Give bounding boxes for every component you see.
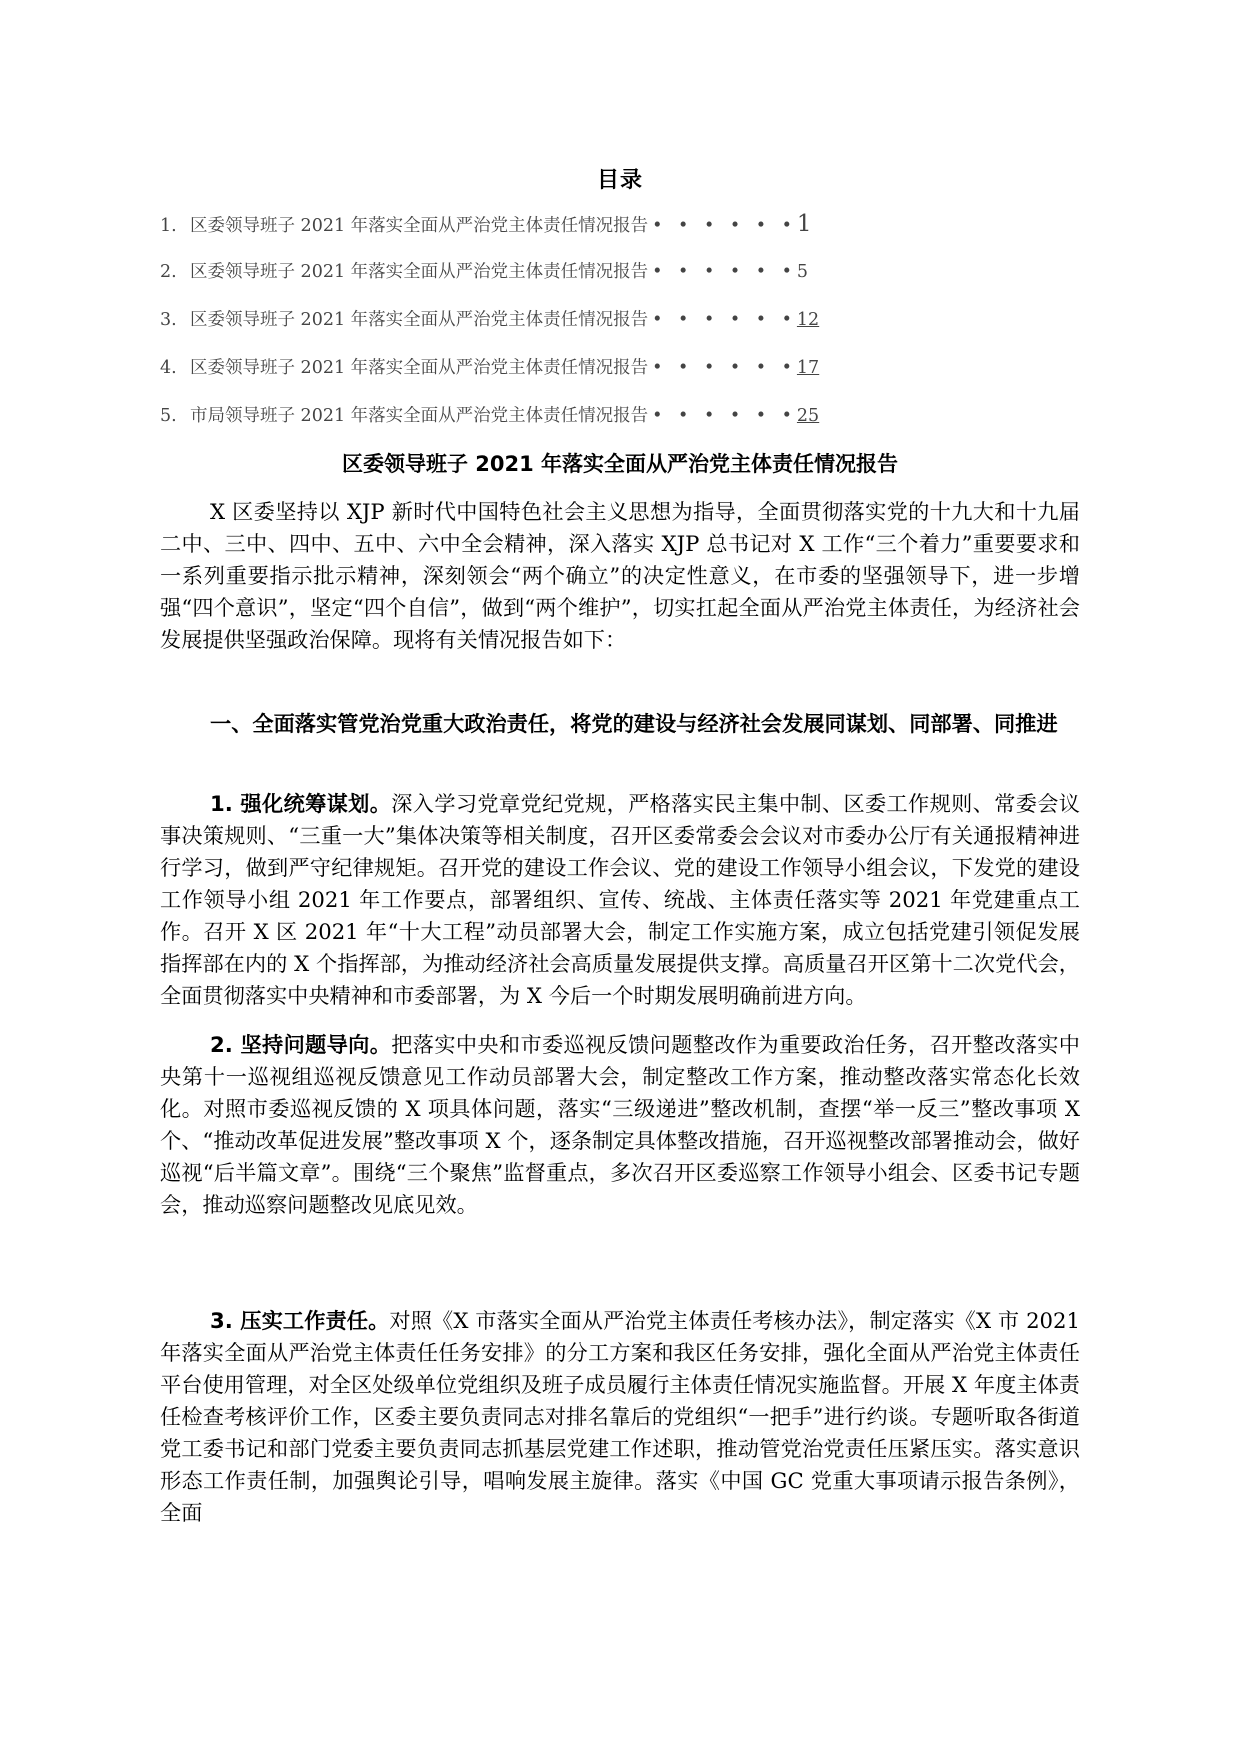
toc-item-leader: • • • • • • xyxy=(652,216,797,236)
toc-item-number: 5. xyxy=(160,406,177,426)
paragraph-1-lead: 1. 强化统筹谋划。 xyxy=(210,791,392,816)
toc-item-text: 区委领导班子 2021 年落实全面从严治党主体责任情况报告 xyxy=(190,216,649,236)
toc-item-page-link[interactable]: 25 xyxy=(796,406,820,426)
toc-item[interactable] xyxy=(160,208,1060,256)
toc-item-leader: • • • • • • xyxy=(652,310,797,330)
toc-item[interactable] xyxy=(160,304,1060,352)
toc-item-number: 3. xyxy=(160,310,177,330)
toc-item[interactable] xyxy=(160,352,1060,400)
intro-paragraph: X 区委坚持以 XJP 新时代中国特色社会主义思想为指导，全面贯彻落实党的十九大和十九届二中、三中、四中、五中、六中全会精神，深入落实 XJP 总书记对 X 工作“三个着力”重要要求和一系列重要指示批示精神，深刻领会“两个确立”的决定性意义，在市委的坚强领导下，进一步增强“四个意识”，坚定“四个自信”，做到“两个维护”，切实扛起全面从严治党主体责任，为经济社会发展提供坚强政治保障。现将有关情况报告如下： xyxy=(160,499,1080,652)
toc-item-leader: • • • • • • xyxy=(652,262,797,282)
toc-item[interactable] xyxy=(160,400,1060,448)
toc-item-leader: • • • • • • xyxy=(652,406,797,426)
table-of-contents xyxy=(160,208,1060,448)
toc-item-number: 1. xyxy=(160,216,177,236)
paragraph-3-body: 对照《X 市落实全面从严治党主体责任考核办法》，制定落实《X 市 2021 年落实全面从严治党主体责任任务安排》的分工方案和我区任务安排，强化全面从严治党主体责任平台使用管理，对全区处级单位党组织及班子成员履行主体责任情况实施监督。开展 X 年度主体责任检查考核评价工作，区委主要负责同志对排名靠后的党组织“一把手”进行约谈。专题听取各街道党工委书记和部门党委主要负责同志抓基层党建工作述职，推动管党治党责任压紧压实。落实意识形态工作责任制，加强舆论引导，唱响发展主旋律。落实《中国 GC 党重大事项请示报告条例》，全面 xyxy=(160,1308,1080,1525)
toc-item-text: 区委领导班子 2021 年落实全面从严治党主体责任情况报告 xyxy=(190,310,649,330)
report-title: 区委领导班子 2021 年落实全面从严治党主体责任情况报告 xyxy=(341,452,899,476)
section-heading: 一、全面落实管党治党重大政治责任，将党的建设与经济社会发展同谋划、同部署、同推进 xyxy=(210,711,1058,736)
toc-item-number: 2. xyxy=(160,262,177,282)
paragraph-3-lead: 3. 压实工作责任。 xyxy=(210,1308,390,1333)
toc-item-text: 区委领导班子 2021 年落实全面从严治党主体责任情况报告 xyxy=(190,262,649,282)
toc-item-page-link[interactable]: 12 xyxy=(796,310,820,330)
toc-item-text: 市局领导班子 2021 年落实全面从严治党主体责任情况报告 xyxy=(190,406,649,426)
paragraph-1-body: 深入学习党章党纪党规，严格落实民主集中制、区委工作规则、常委会议事决策规则、“三重一大”集体决策等相关制度，召开区委常委会会议对市委办公厅有关通报精神进行学习，做到严守纪律规矩。召开党的建设工作会议、党的建设工作领导小组会议，下发党的建设工作领导小组 2021 年工作要点，部署组织、宣传、统战、主体责任落实等 2021 年党建重点工作。召开 X 区 2021 年“十大工程”动员部署大会，制定工作实施方案，成立包括党建引领促发展指挥部在内的 X 个指挥部，为推动经济社会高质量发展提供支撑。高质量召开区第十二次党代会，全面贯彻落实中央精神和市委部署，为 X 今后一个时期发展明确前进方向。 xyxy=(160,791,1080,1008)
paragraph-2-lead: 2. 坚持问题导向。 xyxy=(210,1032,392,1057)
toc-item-page: 1 xyxy=(796,211,812,237)
toc-item-text: 区委领导班子 2021 年落实全面从严治党主体责任情况报告 xyxy=(190,358,649,378)
toc-item[interactable] xyxy=(160,256,1060,304)
toc-title: 目录 xyxy=(596,168,643,193)
paragraph-3 xyxy=(160,1305,1080,1529)
toc-item-leader: • • • • • • xyxy=(652,358,797,378)
toc-item-page: 5 xyxy=(796,262,809,282)
toc-item-number: 4. xyxy=(160,358,177,378)
paragraph-2-body: 把落实中央和市委巡视反馈问题整改作为重要政治任务，召开整改落实中央第十一巡视组巡视反馈意见工作动员部署大会，制定整改工作方案，推动整改落实常态化长效化。对照市委巡视反馈的 X 项具体问题，落实“三级递进”整改机制，查摆“举一反三”整改事项 X 个、“推动改革促进发展”整改事项 X 个，逐条制定具体整改措施，召开巡视整改部署推动会，做好巡视“后半篇文章”。围绕“三个聚焦”监督重点，多次召开区委巡察工作领导小组会、区委书记专题会，推动巡察问题整改见底见效。 xyxy=(160,1032,1080,1217)
paragraph-2 xyxy=(160,1029,1080,1221)
toc-item-page-link[interactable]: 17 xyxy=(796,358,820,378)
paragraph-1 xyxy=(160,788,1080,1012)
